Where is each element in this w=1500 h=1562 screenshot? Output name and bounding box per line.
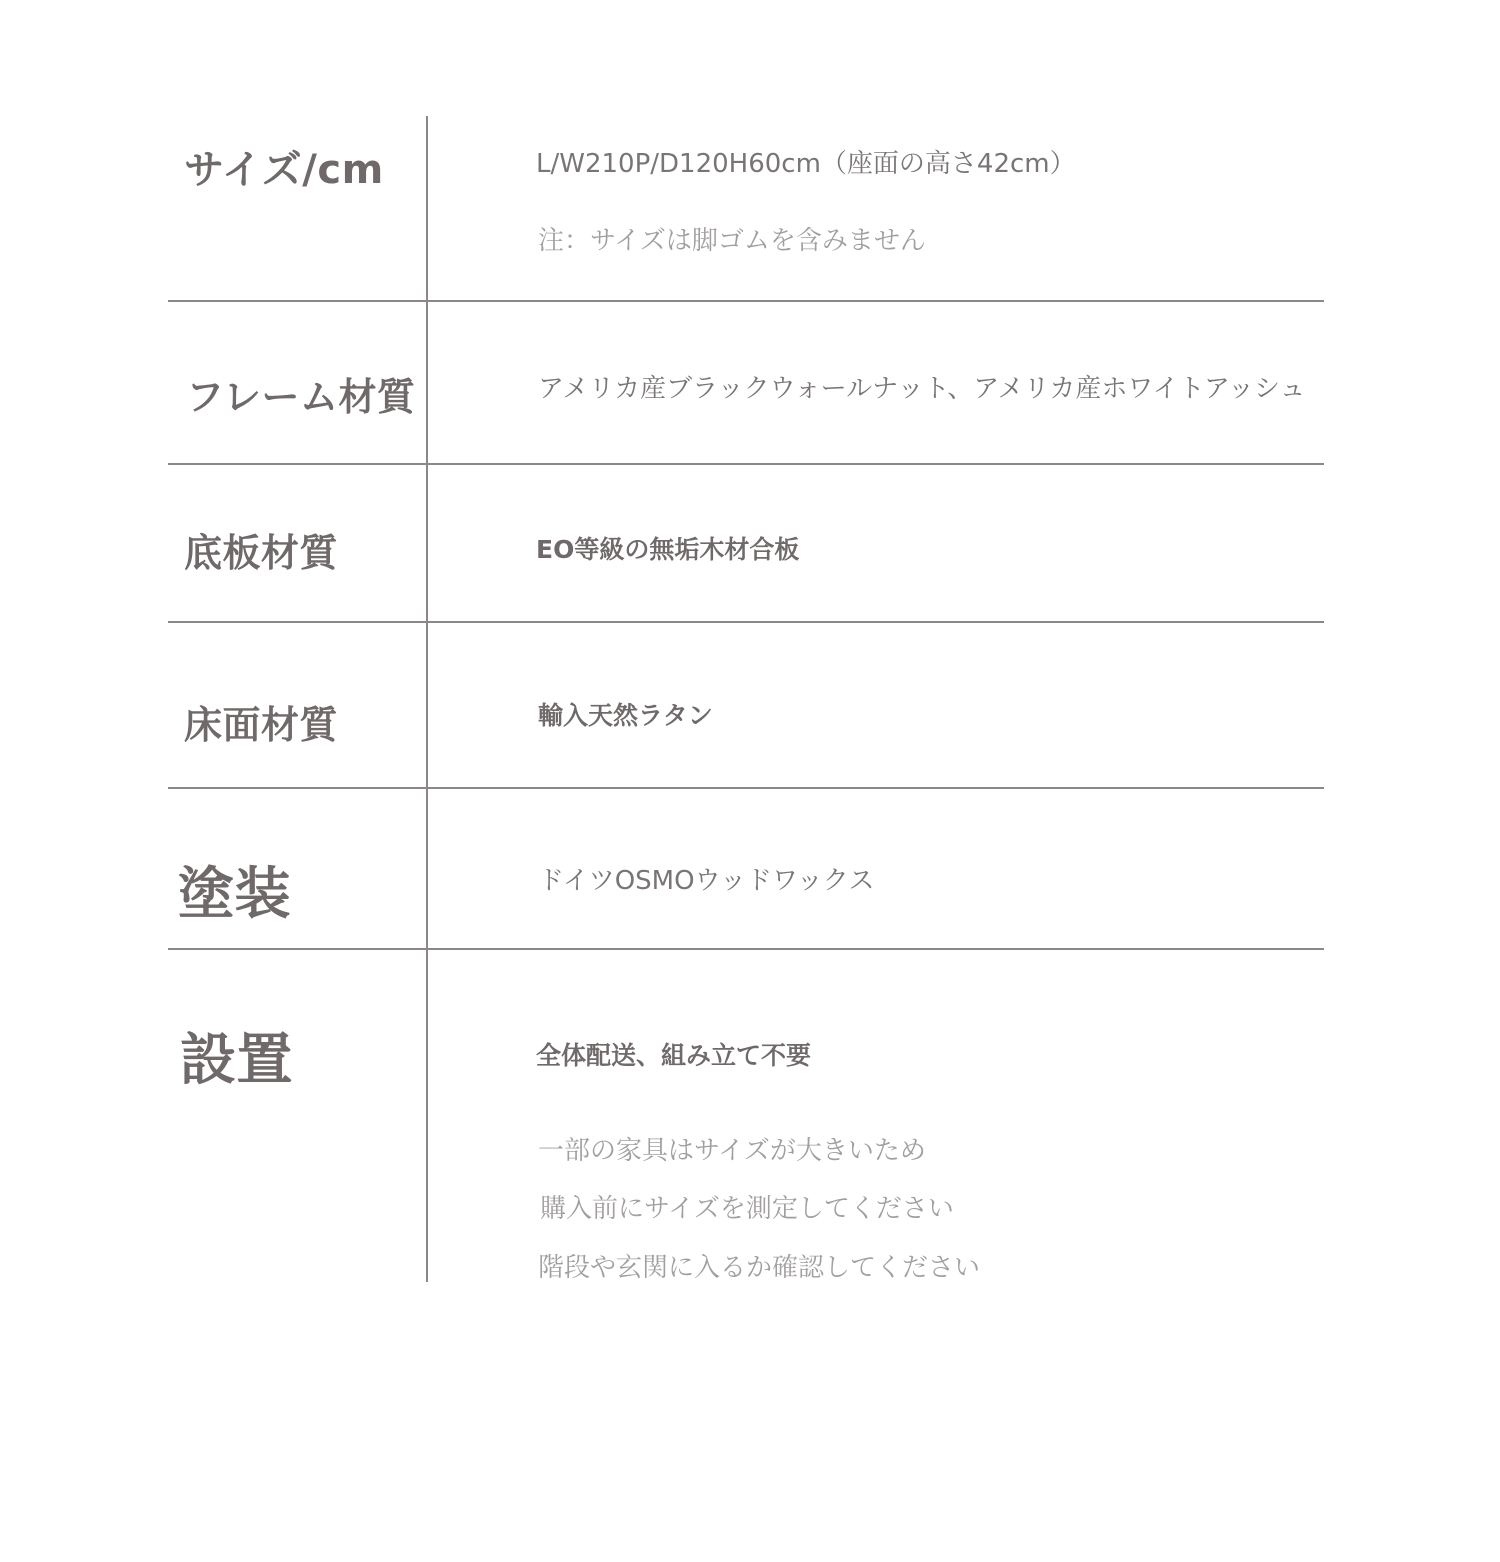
finish-label: 塗装 [178, 862, 291, 927]
installation-note-2: 購入前にサイズを測定してください [540, 1194, 954, 1224]
size-label: サイズ/cm [184, 147, 384, 193]
base-material-label: 底板材質 [184, 531, 339, 575]
installation-value: 全体配送、組み立て不要 [536, 1041, 812, 1070]
frame-material-label: フレーム材質 [186, 375, 416, 419]
base-material-value: EO等級の無垢木材合板 [536, 535, 800, 564]
floor-material-value: 輸入天然ラタン [538, 701, 713, 730]
frame-material-value: アメリカ産ブラックウォールナット、アメリカ産ホワイトアッシュ [538, 374, 1306, 404]
size-note: 注：サイズは脚ゴムを含みません [538, 226, 926, 256]
column-divider [426, 116, 428, 1282]
floor-material-label: 床面材質 [184, 703, 339, 747]
row-divider [168, 621, 1324, 623]
row-divider [168, 300, 1324, 302]
row-divider [168, 948, 1324, 950]
installation-note-1: 一部の家具はサイズが大きいため [538, 1136, 926, 1166]
size-value: L/W210P/D120H60cm（座面の高さ42cm） [536, 149, 1076, 179]
installation-label: 設置 [180, 1028, 293, 1093]
row-divider [168, 787, 1324, 789]
row-divider [168, 463, 1324, 465]
finish-value: ドイツOSMOウッドワックス [538, 866, 875, 896]
installation-note-3: 階段や玄関に入るか確認してください [538, 1253, 981, 1283]
